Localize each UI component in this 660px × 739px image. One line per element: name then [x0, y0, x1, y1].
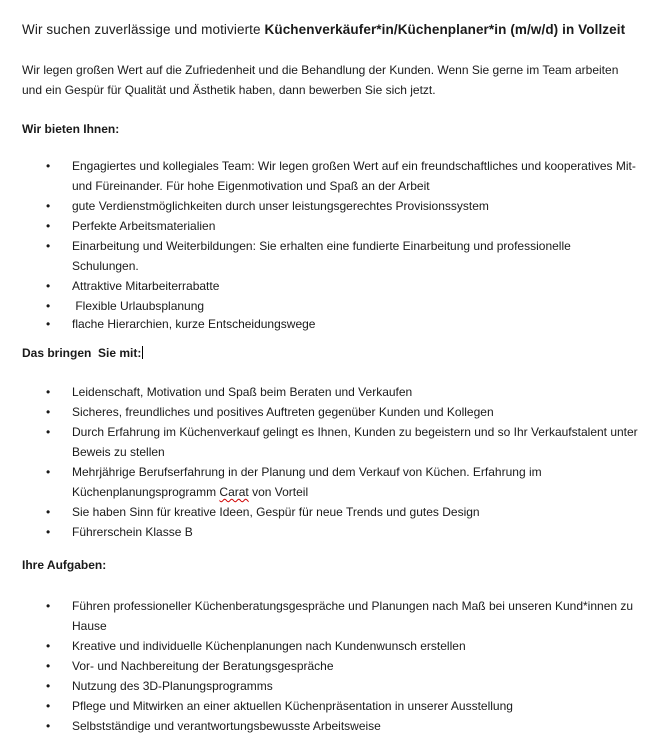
- text-cursor: [142, 346, 143, 359]
- bullet-icon: •: [46, 159, 51, 173]
- list-item: • Kreative und individuelle Küchenplanungen nach Kundenwunsch erstellen: [0, 636, 640, 656]
- bullet-icon: •: [46, 599, 51, 613]
- list-item: • Nutzung des 3D-Planungsprogramms: [0, 676, 640, 696]
- list-item: • gute Verdienstmöglichkeiten durch unser leistungsgerechtes Provisionssystem: [0, 196, 640, 216]
- bullet-icon: •: [46, 639, 51, 653]
- list-item: • Perfekte Arbeitsmaterialien: [0, 216, 640, 236]
- list-item: • Mehrjährige Berufserfahrung in der Planung und dem Verkauf von Küchen. Erfahrung im Küchenplanungsprogramm Carat von Vorteil: [0, 462, 640, 502]
- bullet-icon: •: [46, 719, 51, 733]
- list-item: • Durch Erfahrung im Küchenverkauf gelingt es Ihnen, Kunden zu begeistern und so Ihr Verkaufstalent unter Beweis zu stellen: [0, 422, 640, 462]
- heading-offer: Wir bieten Ihnen:: [22, 122, 120, 136]
- bullet-icon: •: [46, 505, 51, 519]
- bullet-icon: •: [46, 299, 51, 313]
- bullet-icon: •: [46, 385, 51, 399]
- bullet-icon: •: [46, 279, 51, 293]
- list-item: • Sicheres, freundliches und positives Auftreten gegenüber Kunden und Kollegen: [0, 402, 640, 422]
- offer-list: [0, 156, 640, 332]
- bullet-icon: •: [46, 219, 51, 233]
- bullet-icon: •: [46, 405, 51, 419]
- list-item: • Sie haben Sinn für kreative Ideen, Gespür für neue Trends und gutes Design: [0, 502, 640, 522]
- bullet-icon: •: [46, 317, 51, 331]
- headline-prefix: Wir suchen zuverlässige und motivierte: [22, 22, 265, 37]
- list-item: • Selbstständige und verantwortungsbewusste Arbeitsweise: [0, 716, 640, 736]
- bullet-icon: •: [46, 425, 51, 439]
- job-headline: [22, 22, 625, 37]
- heading-requirements: Das bringen Sie mit:: [22, 346, 142, 360]
- bullet-icon: •: [46, 679, 51, 693]
- headline-job-title: Küchenverkäufer*in/Küchenplaner*in (m/w/d) in Vollzeit: [264, 22, 626, 37]
- list-item: • Attraktive Mitarbeiterrabatte: [0, 276, 640, 296]
- intro-paragraph: Wir legen großen Wert auf die Zufriedenheit und die Behandlung der Kunden. Wenn Sie gerne im Team arbeiten und ein Gespür für Qualität und Ästhetik haben, dann bewerben Sie sich jetzt.: [22, 63, 619, 97]
- list-item: • Einarbeitung und Weiterbildungen: Sie erhalten eine fundierte Einarbeitung und professionelle Schulungen.: [0, 236, 640, 276]
- bullet-icon: •: [46, 239, 51, 253]
- list-item: • Pflege und Mitwirken an einer aktuellen Küchenpräsentation in unserer Ausstellung: [0, 696, 640, 716]
- list-item: • Führen professioneller Küchenberatungsgespräche und Planungen nach Maß bei unseren Kund*innen zu Hause: [0, 596, 640, 636]
- heading-tasks: Ihre Aufgaben:: [22, 558, 107, 572]
- bullet-icon: •: [46, 199, 51, 213]
- list-item: • Flexible Urlaubsplanung: [0, 296, 640, 316]
- list-item: • Führerschein Klasse B: [0, 522, 640, 542]
- bullet-icon: •: [46, 525, 51, 539]
- list-item: • Vor- und Nachbereitung der Beratungsgespräche: [0, 656, 640, 676]
- bullet-icon: •: [46, 659, 51, 673]
- spellcheck-flagged-word[interactable]: Carat: [219, 485, 249, 499]
- tasks-list: [0, 596, 640, 736]
- list-item: • Engagiertes und kollegiales Team: Wir legen großen Wert auf ein freundschaftliches und kooperatives Mit- und Füreinander. Für hohe Eigenmotivation und Spaß an der Arbeit: [0, 156, 640, 196]
- list-item: • Leidenschaft, Motivation und Spaß beim Beraten und Verkaufen: [0, 382, 640, 402]
- bullet-icon: •: [46, 699, 51, 713]
- requirements-list: [0, 382, 640, 542]
- list-item: • flache Hierarchien, kurze Entscheidungswege: [46, 317, 316, 331]
- bullet-icon: •: [46, 465, 51, 479]
